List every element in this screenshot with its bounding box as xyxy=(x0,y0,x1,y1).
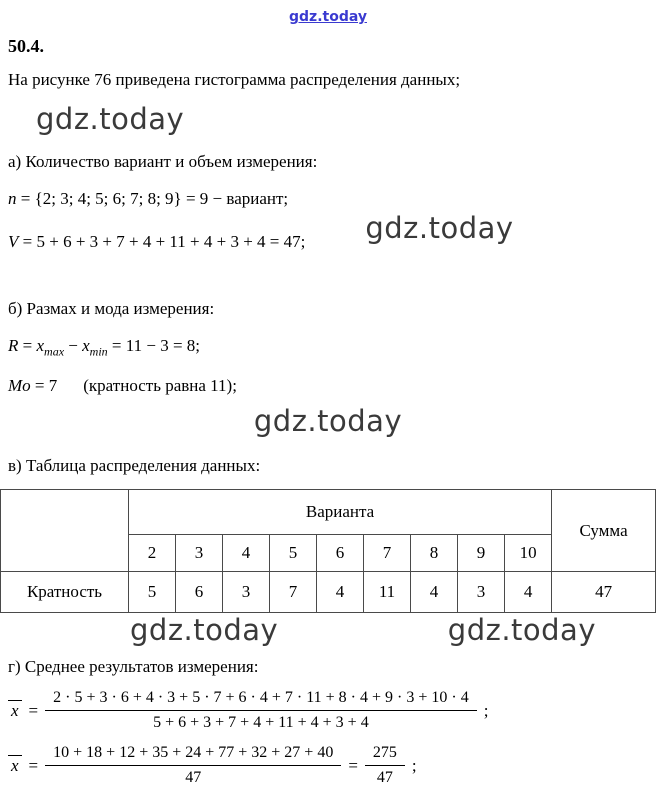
equation-r-tail: = 11 − 3 = 8; xyxy=(107,336,201,355)
max-subscript: max xyxy=(44,344,65,359)
equation-mean-1 xyxy=(8,689,648,732)
section-b-title: б) Размах и мода измерения: xyxy=(8,299,215,318)
equals-sign: = xyxy=(348,755,358,775)
equation-mean-2 xyxy=(8,744,648,787)
section-v-title: в) Таблица распределения данных: xyxy=(8,456,261,476)
result-fraction xyxy=(365,744,405,787)
fraction xyxy=(45,689,477,732)
x-bar-var: x xyxy=(8,755,22,775)
semicolon: ; xyxy=(483,700,489,720)
problem-intro: На рисунке 76 приведена гистограмма распределения данных; xyxy=(8,70,461,89)
problem-number: 50.4. xyxy=(8,36,44,56)
blank-header-cell xyxy=(1,490,129,572)
row-label-cell: Кратность xyxy=(1,572,129,613)
count-cell: 4 xyxy=(317,572,364,613)
equation-r xyxy=(8,336,648,359)
count-cell: 4 xyxy=(505,572,552,613)
x-bar-var: x xyxy=(8,700,22,720)
variant-value-cell: 9 xyxy=(458,535,505,572)
count-cell: 4 xyxy=(411,572,458,613)
count-cell: 3 xyxy=(223,572,270,613)
equals-sign: = xyxy=(18,336,37,355)
x-bar xyxy=(8,700,22,721)
minus-sign: − xyxy=(64,336,83,355)
sum-header-cell: Сумма xyxy=(552,490,656,572)
watermark-text: gdz.today xyxy=(36,102,185,136)
fraction xyxy=(45,744,341,787)
watermark-row xyxy=(8,613,648,647)
x-bar xyxy=(8,755,22,776)
equation-n xyxy=(8,189,648,209)
count-cell: 6 xyxy=(176,572,223,613)
fraction-denominator: 5 + 6 + 3 + 7 + 4 + 11 + 4 + 3 + 4 xyxy=(153,714,369,732)
result-denominator: 47 xyxy=(376,769,393,787)
variant-value-cell: 2 xyxy=(129,535,176,572)
equation-v-row xyxy=(8,211,648,259)
variant-value-cell: 8 xyxy=(411,535,458,572)
count-cell: 5 xyxy=(129,572,176,613)
equation-v xyxy=(8,232,305,252)
equation-mo xyxy=(8,376,648,396)
variant-value-cell: 4 xyxy=(223,535,270,572)
variant-value-cell: 5 xyxy=(270,535,317,572)
variant-value-cell: 3 xyxy=(176,535,223,572)
equation-mo-note: (кратность равна 11); xyxy=(83,376,237,396)
fraction-numerator: 2 · 5 + 3 · 6 + 4 · 3 + 5 · 7 + 6 · 4 + 7 · 11 + 8 · 4 + 9 · 3 + 10 · 4 xyxy=(45,689,477,711)
count-cell: 7 xyxy=(270,572,317,613)
sum-value-cell: 47 xyxy=(552,572,656,613)
variant-value-cell: 7 xyxy=(364,535,411,572)
semicolon: ; xyxy=(411,755,417,775)
site-link[interactable]: gdz.today xyxy=(289,9,367,25)
top-link-row xyxy=(8,6,648,26)
equals-sign: = xyxy=(28,755,39,775)
equation-n-rest: = {2; 3; 4; 5; 6; 7; 8; 9} = 9 − вариант; xyxy=(16,189,289,208)
section-g-title: г) Среднее результатов измерения: xyxy=(8,657,259,677)
distribution-table-wrap xyxy=(0,489,656,613)
counts-row xyxy=(1,572,656,613)
distribution-table xyxy=(0,489,656,613)
equation-n-var: n xyxy=(8,189,17,208)
equation-r-var: R xyxy=(8,336,19,355)
table-header-row xyxy=(1,490,656,535)
variant-value-cell: 6 xyxy=(317,535,364,572)
watermark-text: gdz.today xyxy=(253,404,403,439)
x-min-var: x xyxy=(82,336,90,355)
section-a-title: а) Количество вариант и объем измерения: xyxy=(8,152,318,171)
fraction-denominator: 47 xyxy=(185,769,202,787)
min-subscript: min xyxy=(89,344,108,359)
watermark-text: gdz.today xyxy=(130,613,279,648)
equation-v-rest: = 5 + 6 + 3 + 7 + 4 + 11 + 4 + 3 + 4 = 47; xyxy=(18,232,306,251)
count-cell: 3 xyxy=(458,572,505,613)
x-max-var: x xyxy=(36,336,45,355)
count-cell: 11 xyxy=(364,572,411,613)
variant-header-cell: Варианта xyxy=(129,490,552,535)
equation-mo-value: = 7 xyxy=(30,376,58,396)
result-numerator: 275 xyxy=(365,744,405,766)
equation-v-var: V xyxy=(8,232,19,251)
watermark-text: gdz.today xyxy=(447,613,596,648)
equals-sign: = xyxy=(28,700,39,720)
variant-value-cell: 10 xyxy=(505,535,552,572)
watermark-text: gdz.today xyxy=(365,211,514,245)
fraction-numerator: 10 + 18 + 12 + 35 + 24 + 77 + 32 + 27 + 40 xyxy=(45,744,341,766)
equation-mo-var: Mo xyxy=(8,376,31,396)
